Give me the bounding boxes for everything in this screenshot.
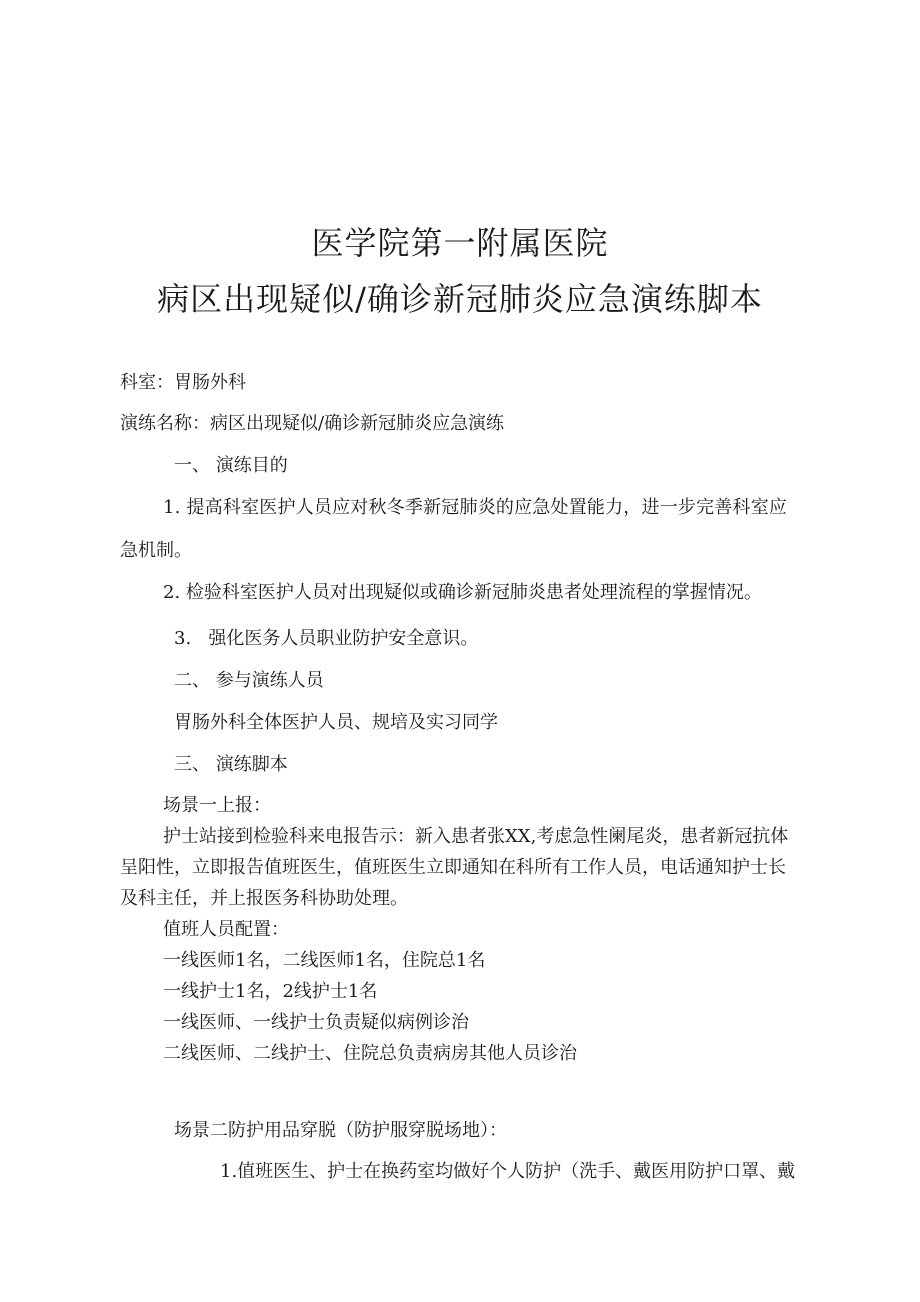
staff-line-2: 一线护士1名，2线护士1名	[163, 981, 378, 1002]
staff-line-3: 一线医师、一线护士负责疑似病例诊治	[163, 1012, 469, 1033]
scene1-line2: 呈阳性，立即报告值班医生，值班医生立即通知在科所有工作人员，电话通知护士长	[120, 857, 786, 878]
section-heading-objectives: 一、 演练目的	[174, 455, 288, 476]
section-heading-script: 三、 演练脚本	[174, 754, 288, 775]
participants-line: 胃肠外科全体医护人员、规培及实习同学	[174, 712, 498, 733]
scene2-line1: 1.值班医生、护士在换药室均做好个人防护（洗手、戴医用防护口罩、戴	[220, 1161, 796, 1182]
scene2-title: 场景二防护用品穿脱（防护服穿脱场地）：	[174, 1120, 507, 1141]
document-title-line2: 病区出现疑似/确诊新冠肺炎应急演练脚本	[157, 280, 763, 318]
section-heading-participants: 二、 参与演练人员	[174, 670, 324, 691]
scene1-line3: 及科主任，并上报医务科协助处理。	[120, 888, 408, 909]
staff-config-title: 值班人员配置：	[163, 919, 289, 940]
drill-name-line: 演练名称：病区出现疑似/确诊新冠肺炎应急演练	[120, 413, 505, 434]
staff-line-4: 二线医师、二线护士、住院总负责病房其他人员诊治	[163, 1043, 577, 1064]
scene1-line1: 护士站接到检验科来电报告示：新入患者张XX,考虑急性阑尾炎，患者新冠抗体	[163, 826, 789, 847]
department-line: 科室：胃肠外科	[120, 372, 246, 393]
objective-1-line1: 1. 提高科室医护人员应对秋冬季新冠肺炎的应急处置能力，进一步完善科室应	[163, 497, 788, 518]
document-title-line1: 医学院第一附属医院	[311, 224, 609, 262]
staff-line-1: 一线医师1名，二线医师1名，住院总1名	[163, 950, 486, 971]
objective-2: 2. 检验科室医护人员对出现疑似或确诊新冠肺炎患者处理流程的掌握情况。	[163, 582, 762, 603]
objective-1-line2: 急机制。	[120, 540, 192, 561]
scene1-title: 场景一上报：	[163, 795, 271, 816]
objective-3: 3. 强化医务人员职业防护安全意识。	[174, 628, 479, 649]
